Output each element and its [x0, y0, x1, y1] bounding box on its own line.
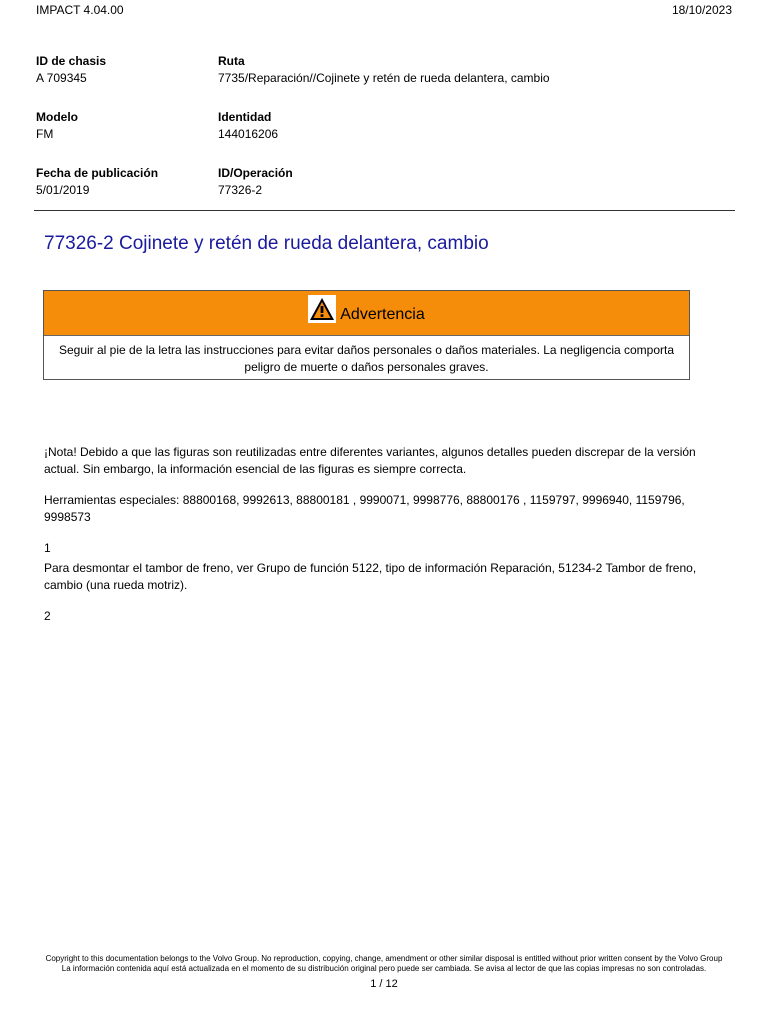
step-number: 2	[44, 609, 51, 623]
route-cell	[218, 53, 726, 109]
metadata-table	[36, 53, 726, 221]
operation-id-value: 77326-2	[218, 183, 263, 197]
model-value: FM	[36, 127, 54, 141]
operation-id-cell	[218, 165, 726, 221]
identity-value: 144016206	[218, 127, 279, 141]
identity-label: Identidad	[218, 110, 272, 124]
section-divider	[34, 210, 735, 211]
route-value: 7735/Reparación//Cojinete y retén de rueda delantera, cambio	[218, 71, 550, 85]
page-footer	[32, 954, 736, 991]
app-version: IMPACT 4.04.00	[36, 3, 124, 17]
chassis-id-label: ID de chasis	[36, 54, 107, 68]
top-bar	[36, 3, 732, 19]
metadata-row	[36, 53, 726, 109]
note-paragraph: ¡Nota! Debido a que las figuras son reutilizadas entre diferentes variantes, algunos detalles pueden discrepar de la versión actual. Sin embargo, la información esencial de las figuras es siempre correcta.	[44, 445, 696, 476]
publication-date-label: Fecha de publicación	[36, 166, 159, 180]
publication-date-value: 5/01/2019	[36, 183, 90, 197]
metadata-row	[36, 165, 726, 221]
operation-id-label: ID/Operación	[218, 166, 293, 180]
step-number: 1	[44, 541, 51, 555]
identity-cell	[218, 109, 726, 165]
chassis-id-cell	[36, 53, 218, 109]
warning-box	[43, 290, 690, 380]
chassis-id-value: A 709345	[36, 71, 87, 85]
model-cell	[36, 109, 218, 165]
special-tools-paragraph: Herramientas especiales: 88800168, 9992613, 88800181 , 9990071, 9998776, 88800176 , 1159797, 9996940, 1159796, 9998573	[44, 493, 685, 524]
step-text: Para desmontar el tambor de freno, ver Grupo de función 5122, tipo de información Reparación, 51234-2 Tambor de freno, cambio (una rueda motriz).	[44, 561, 697, 592]
copyright-notice: Copyright to this documentation belongs to the Volvo Group. No reproduction, copying, change, amendment or other similar disposal is entitled without prior written consent by the Volvo Group	[45, 954, 723, 963]
page-title: 77326-2 Cojinete y retén de rueda delantera, cambio	[44, 233, 489, 254]
warning-triangle-icon	[308, 295, 336, 323]
distribution-notice: La información contenida aquí está actualizada en el momento de su distribución original pero puede ser cambiada. Se avisa al lector de que las copias impresas no son controladas.	[61, 964, 707, 973]
route-label: Ruta	[218, 54, 245, 68]
warning-text: Seguir al pie de la letra las instrucciones para evitar daños personales o daños materiales. La negligencia comporta peligro de muerte o daños personales graves.	[58, 343, 675, 374]
warning-title: Advertencia	[340, 306, 425, 323]
publication-date-cell	[36, 165, 218, 221]
print-date: 18/10/2023	[671, 3, 732, 17]
procedure-content	[44, 444, 716, 628]
warning-header	[44, 291, 689, 336]
page-number: 1 / 12	[370, 978, 398, 990]
metadata-row	[36, 109, 726, 165]
model-label: Modelo	[36, 110, 78, 124]
